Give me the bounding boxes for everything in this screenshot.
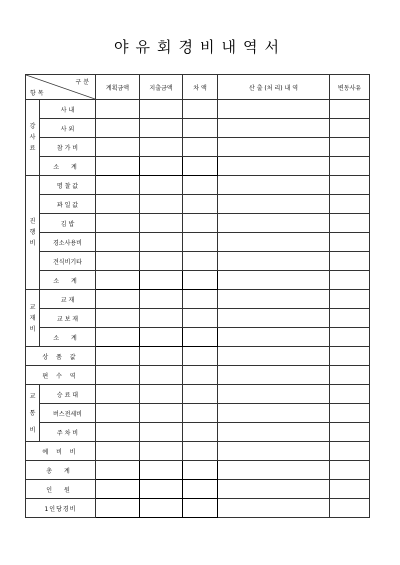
diff-cell[interactable] — [183, 442, 218, 461]
item-label: 꽈 일 값 — [40, 195, 96, 214]
spent-amount-cell[interactable] — [140, 138, 183, 157]
spent-amount-cell[interactable] — [140, 328, 183, 347]
detail-cell[interactable] — [218, 461, 330, 480]
detail-cell[interactable] — [218, 309, 330, 328]
plan-amount-cell[interactable] — [96, 195, 140, 214]
plan-amount-cell[interactable] — [96, 138, 140, 157]
per-person-label: 1인당경비 — [26, 499, 96, 518]
diff-cell[interactable] — [183, 233, 218, 252]
reason-cell[interactable] — [330, 157, 370, 176]
header-hangmok: 항 목 — [30, 90, 44, 97]
reason-cell[interactable] — [330, 138, 370, 157]
reason-cell[interactable] — [330, 195, 370, 214]
item-label: 명 찰 값 — [40, 176, 96, 195]
detail-cell[interactable] — [218, 176, 330, 195]
plan-amount-cell[interactable] — [96, 271, 140, 290]
spent-amount-cell[interactable] — [140, 442, 183, 461]
table-row — [26, 100, 370, 119]
plan-amount-cell[interactable] — [96, 461, 140, 480]
reason-cell[interactable] — [330, 385, 370, 404]
detail-cell[interactable] — [218, 366, 330, 385]
item-label: 버스전세비 — [40, 404, 96, 423]
expense-table — [25, 74, 370, 518]
table-row — [26, 366, 370, 385]
reason-cell[interactable] — [330, 252, 370, 271]
diff-cell[interactable] — [183, 309, 218, 328]
category-lecture-fee: 강 사 료 — [26, 100, 40, 176]
spent-amount-cell[interactable] — [140, 195, 183, 214]
plan-amount-cell[interactable] — [96, 328, 140, 347]
table-row — [26, 442, 370, 461]
plan-amount-cell[interactable] — [96, 404, 140, 423]
item-label: 교 보 재 — [40, 309, 96, 328]
spent-amount-cell[interactable] — [140, 233, 183, 252]
detail-cell[interactable] — [218, 195, 330, 214]
spent-amount-cell[interactable] — [140, 423, 183, 442]
reason-cell[interactable] — [330, 461, 370, 480]
spent-amount-cell[interactable] — [140, 309, 183, 328]
detail-cell[interactable] — [218, 499, 330, 518]
detail-cell[interactable] — [218, 119, 330, 138]
category-transport-fee: 교 통 비 — [26, 385, 40, 442]
table-row — [26, 195, 370, 214]
spent-amount-cell[interactable] — [140, 271, 183, 290]
header-row — [26, 75, 370, 100]
reason-cell[interactable] — [330, 423, 370, 442]
plan-amount-cell[interactable] — [96, 442, 140, 461]
spent-amount-cell[interactable] — [140, 290, 183, 309]
table-row — [26, 252, 370, 271]
table-row — [26, 233, 370, 252]
detail-cell[interactable] — [218, 214, 330, 233]
reason-cell[interactable] — [330, 119, 370, 138]
reason-cell[interactable] — [330, 442, 370, 461]
total-row — [26, 461, 370, 480]
item-label: 견식비기타 — [40, 252, 96, 271]
table-row — [26, 423, 370, 442]
item-label: 교 재 — [40, 290, 96, 309]
diff-cell[interactable] — [183, 214, 218, 233]
table-row — [26, 404, 370, 423]
diff-cell[interactable] — [183, 100, 218, 119]
item-label: 예 비 비 — [26, 442, 96, 461]
subtotal-label: 소 계 — [40, 271, 96, 290]
diff-cell[interactable] — [183, 423, 218, 442]
reason-cell[interactable] — [330, 366, 370, 385]
detail-cell[interactable] — [218, 271, 330, 290]
table-row — [26, 176, 370, 195]
header-detail: 산 출 (처 리) 내 역 — [218, 75, 330, 100]
spent-amount-cell[interactable] — [140, 347, 183, 366]
detail-cell[interactable] — [218, 480, 330, 499]
item-label: 사 외 — [40, 119, 96, 138]
subtotal-label: 소 계 — [40, 157, 96, 176]
detail-cell[interactable] — [218, 385, 330, 404]
spent-amount-cell[interactable] — [140, 480, 183, 499]
reason-cell[interactable] — [330, 499, 370, 518]
diff-cell[interactable] — [183, 195, 218, 214]
diff-cell[interactable] — [183, 157, 218, 176]
diff-cell[interactable] — [183, 347, 218, 366]
reason-cell[interactable] — [330, 214, 370, 233]
plan-amount-cell[interactable] — [96, 366, 140, 385]
table-row — [26, 309, 370, 328]
spent-amount-cell[interactable] — [140, 100, 183, 119]
detail-cell[interactable] — [218, 138, 330, 157]
diff-cell[interactable] — [183, 404, 218, 423]
subtotal-row — [26, 271, 370, 290]
subtotal-row — [26, 157, 370, 176]
plan-amount-cell[interactable] — [96, 347, 140, 366]
diff-cell[interactable] — [183, 366, 218, 385]
spent-amount-cell[interactable] — [140, 176, 183, 195]
spent-amount-cell[interactable] — [140, 385, 183, 404]
header-plan: 계획금액 — [96, 75, 140, 100]
reason-cell[interactable] — [330, 271, 370, 290]
detail-cell[interactable] — [218, 157, 330, 176]
diff-cell[interactable] — [183, 119, 218, 138]
reason-cell[interactable] — [330, 233, 370, 252]
reason-cell[interactable] — [330, 347, 370, 366]
headcount-row — [26, 480, 370, 499]
plan-amount-cell[interactable] — [96, 309, 140, 328]
item-label: 편 수 역 — [26, 366, 96, 385]
detail-cell[interactable] — [218, 442, 330, 461]
subtotal-label: 소 계 — [40, 328, 96, 347]
detail-cell[interactable] — [218, 328, 330, 347]
table-row — [26, 385, 370, 404]
category-material-fee: 교 재 비 — [26, 290, 40, 347]
plan-amount-cell[interactable] — [96, 385, 140, 404]
diff-cell[interactable] — [183, 290, 218, 309]
spent-amount-cell[interactable] — [140, 461, 183, 480]
reason-cell[interactable] — [330, 176, 370, 195]
header-diff: 차 액 — [183, 75, 218, 100]
plan-amount-cell[interactable] — [96, 252, 140, 271]
diff-cell[interactable] — [183, 480, 218, 499]
total-label: 총 계 — [26, 461, 96, 480]
detail-cell[interactable] — [218, 290, 330, 309]
diff-cell[interactable] — [183, 271, 218, 290]
detail-cell[interactable] — [218, 233, 330, 252]
detail-cell[interactable] — [218, 423, 330, 442]
plan-amount-cell[interactable] — [96, 499, 140, 518]
header-gubun: 구 분 — [75, 79, 89, 86]
item-label: 경소사용비 — [40, 233, 96, 252]
plan-amount-cell[interactable] — [96, 100, 140, 119]
item-label: 김 밥 — [40, 214, 96, 233]
detail-cell[interactable] — [218, 100, 330, 119]
headcount-label: 인 원 — [26, 480, 96, 499]
diff-cell[interactable] — [183, 385, 218, 404]
diff-cell[interactable] — [183, 138, 218, 157]
plan-amount-cell[interactable] — [96, 214, 140, 233]
item-label: 주 차 비 — [40, 423, 96, 442]
header-reason: 변동사유 — [330, 75, 370, 100]
reason-cell[interactable] — [330, 100, 370, 119]
table-row — [26, 119, 370, 138]
item-label: 승 료 대 — [40, 385, 96, 404]
reason-cell[interactable] — [330, 309, 370, 328]
diff-cell[interactable] — [183, 252, 218, 271]
plan-amount-cell[interactable] — [96, 119, 140, 138]
item-label: 사 내 — [40, 100, 96, 119]
detail-cell[interactable] — [218, 404, 330, 423]
header-diagonal-cell — [26, 75, 96, 100]
spent-amount-cell[interactable] — [140, 366, 183, 385]
spent-amount-cell[interactable] — [140, 499, 183, 518]
reason-cell[interactable] — [330, 328, 370, 347]
plan-amount-cell[interactable] — [96, 290, 140, 309]
plan-amount-cell[interactable] — [96, 233, 140, 252]
diff-cell[interactable] — [183, 176, 218, 195]
diff-cell[interactable] — [183, 499, 218, 518]
table-row — [26, 290, 370, 309]
diff-cell[interactable] — [183, 461, 218, 480]
item-label: 참 가 비 — [40, 138, 96, 157]
document-title: 야유회경비내역서 — [114, 38, 286, 56]
detail-cell[interactable] — [218, 252, 330, 271]
table-row — [26, 347, 370, 366]
spent-amount-cell[interactable] — [140, 214, 183, 233]
subtotal-row — [26, 328, 370, 347]
plan-amount-cell[interactable] — [96, 423, 140, 442]
item-label: 상 품 값 — [26, 347, 96, 366]
plan-amount-cell[interactable] — [96, 157, 140, 176]
reason-cell[interactable] — [330, 480, 370, 499]
table-row — [26, 138, 370, 157]
reason-cell[interactable] — [330, 404, 370, 423]
plan-amount-cell[interactable] — [96, 480, 140, 499]
category-operation-fee: 진 행 비 — [26, 176, 40, 290]
spent-amount-cell[interactable] — [140, 252, 183, 271]
reason-cell[interactable] — [330, 290, 370, 309]
spent-amount-cell[interactable] — [140, 404, 183, 423]
header-spent: 지출금액 — [140, 75, 183, 100]
per-person-row — [26, 499, 370, 518]
plan-amount-cell[interactable] — [96, 176, 140, 195]
spent-amount-cell[interactable] — [140, 119, 183, 138]
detail-cell[interactable] — [218, 347, 330, 366]
diff-cell[interactable] — [183, 328, 218, 347]
spent-amount-cell[interactable] — [140, 157, 183, 176]
table-row — [26, 214, 370, 233]
